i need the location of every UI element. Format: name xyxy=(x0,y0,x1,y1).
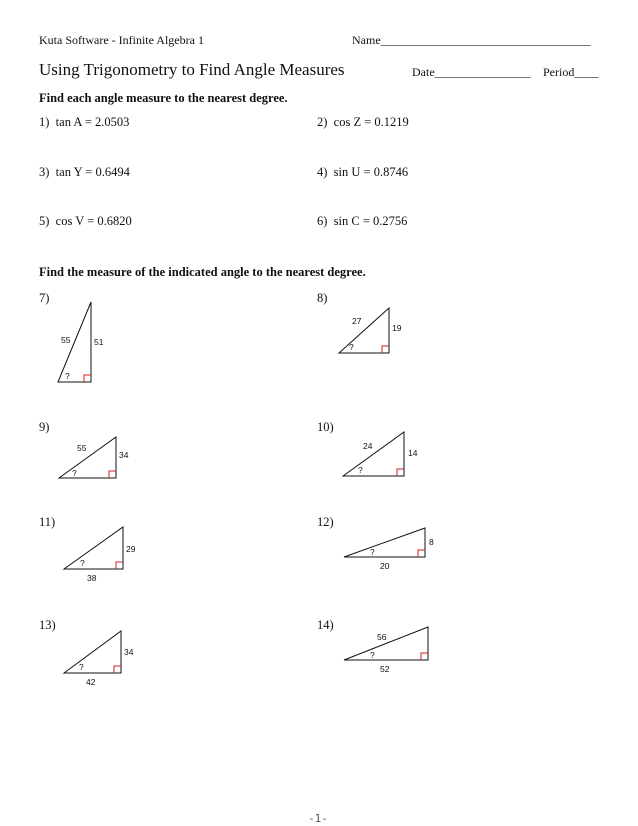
triangle-10-hypotenuse-label: 24 xyxy=(363,441,373,451)
triangle-10 xyxy=(343,432,418,476)
triangle-11-side-label: 29 xyxy=(126,544,136,554)
triangle-12-side-label: 8 xyxy=(429,537,434,547)
triangle-9-unknown-angle: ? xyxy=(72,468,77,478)
problem-11-number: 11) xyxy=(39,515,56,529)
triangle-14-base-label: 52 xyxy=(380,664,390,674)
triangle-11-unknown-angle: ? xyxy=(80,558,85,568)
triangle-8-unknown-angle: ? xyxy=(349,342,354,352)
problem-3: 3) tan Y = 0.6494 xyxy=(39,165,130,179)
triangle-13 xyxy=(64,631,134,687)
triangle-14 xyxy=(344,627,428,674)
triangle-7 xyxy=(58,302,104,382)
triangle-7-hypotenuse-label: 55 xyxy=(61,335,71,345)
problem-7-number: 7) xyxy=(39,291,50,305)
triangle-10-side-label: 14 xyxy=(408,448,418,458)
page-number: -1- xyxy=(308,812,328,825)
right-angle-mark xyxy=(382,346,389,353)
right-angle-mark xyxy=(114,666,121,673)
problem-14-number: 14) xyxy=(317,618,334,632)
triangle-8-hypotenuse-label: 27 xyxy=(352,316,362,326)
triangle-11 xyxy=(64,527,136,583)
problem-4: 4) sin U = 0.8746 xyxy=(317,165,409,179)
triangle-14-unknown-angle: ? xyxy=(370,650,375,660)
triangle-11-base-label: 38 xyxy=(87,573,97,583)
right-angle-mark xyxy=(397,469,404,476)
problem-8-number: 8) xyxy=(317,291,328,305)
problem-13-number: 13) xyxy=(39,618,56,632)
problem-10-number: 10) xyxy=(317,420,334,434)
triangle-12 xyxy=(344,528,434,571)
date-field-label: Date________________ xyxy=(412,65,531,79)
problem-5: 5) cos V = 0.6820 xyxy=(39,214,132,228)
triangle-7-side-label: 51 xyxy=(94,337,104,347)
problem-1: 1) tan A = 2.0503 xyxy=(39,115,130,129)
name-field-label: Name___________________________________ xyxy=(352,33,591,47)
worksheet-title: Using Trigonometry to Find Angle Measures xyxy=(39,60,345,79)
triangle-8 xyxy=(339,308,402,353)
triangle-12-unknown-angle: ? xyxy=(370,547,375,557)
triangle-12-base-label: 20 xyxy=(380,561,390,571)
triangle-13-side-label: 34 xyxy=(124,647,134,657)
triangle-7-unknown-angle: ? xyxy=(65,371,70,381)
triangle-13-unknown-angle: ? xyxy=(79,662,84,672)
section1-instruction: Find each angle measure to the nearest degree. xyxy=(39,91,288,105)
problem-2: 2) cos Z = 0.1219 xyxy=(317,115,409,129)
triangle-8-side-label: 19 xyxy=(392,323,402,333)
right-angle-mark xyxy=(116,562,123,569)
software-label: Kuta Software - Infinite Algebra 1 xyxy=(39,33,204,47)
right-angle-mark xyxy=(109,471,116,478)
right-angle-mark xyxy=(84,375,91,382)
section2-instruction: Find the measure of the indicated angle to the nearest degree. xyxy=(39,265,366,279)
triangle-14-hypotenuse-label: 56 xyxy=(377,632,387,642)
right-angle-mark xyxy=(421,653,428,660)
right-angle-mark xyxy=(418,550,425,557)
triangle-9-side-label: 34 xyxy=(119,450,129,460)
triangle-9-hypotenuse-label: 55 xyxy=(77,443,87,453)
triangle-10-unknown-angle: ? xyxy=(358,465,363,475)
triangle-9 xyxy=(59,437,129,478)
triangle-13-base-label: 42 xyxy=(86,677,96,687)
problem-9-number: 9) xyxy=(39,420,50,434)
period-field-label: Period____ xyxy=(543,65,599,79)
problem-6: 6) sin C = 0.2756 xyxy=(317,214,408,228)
problem-12-number: 12) xyxy=(317,515,334,529)
